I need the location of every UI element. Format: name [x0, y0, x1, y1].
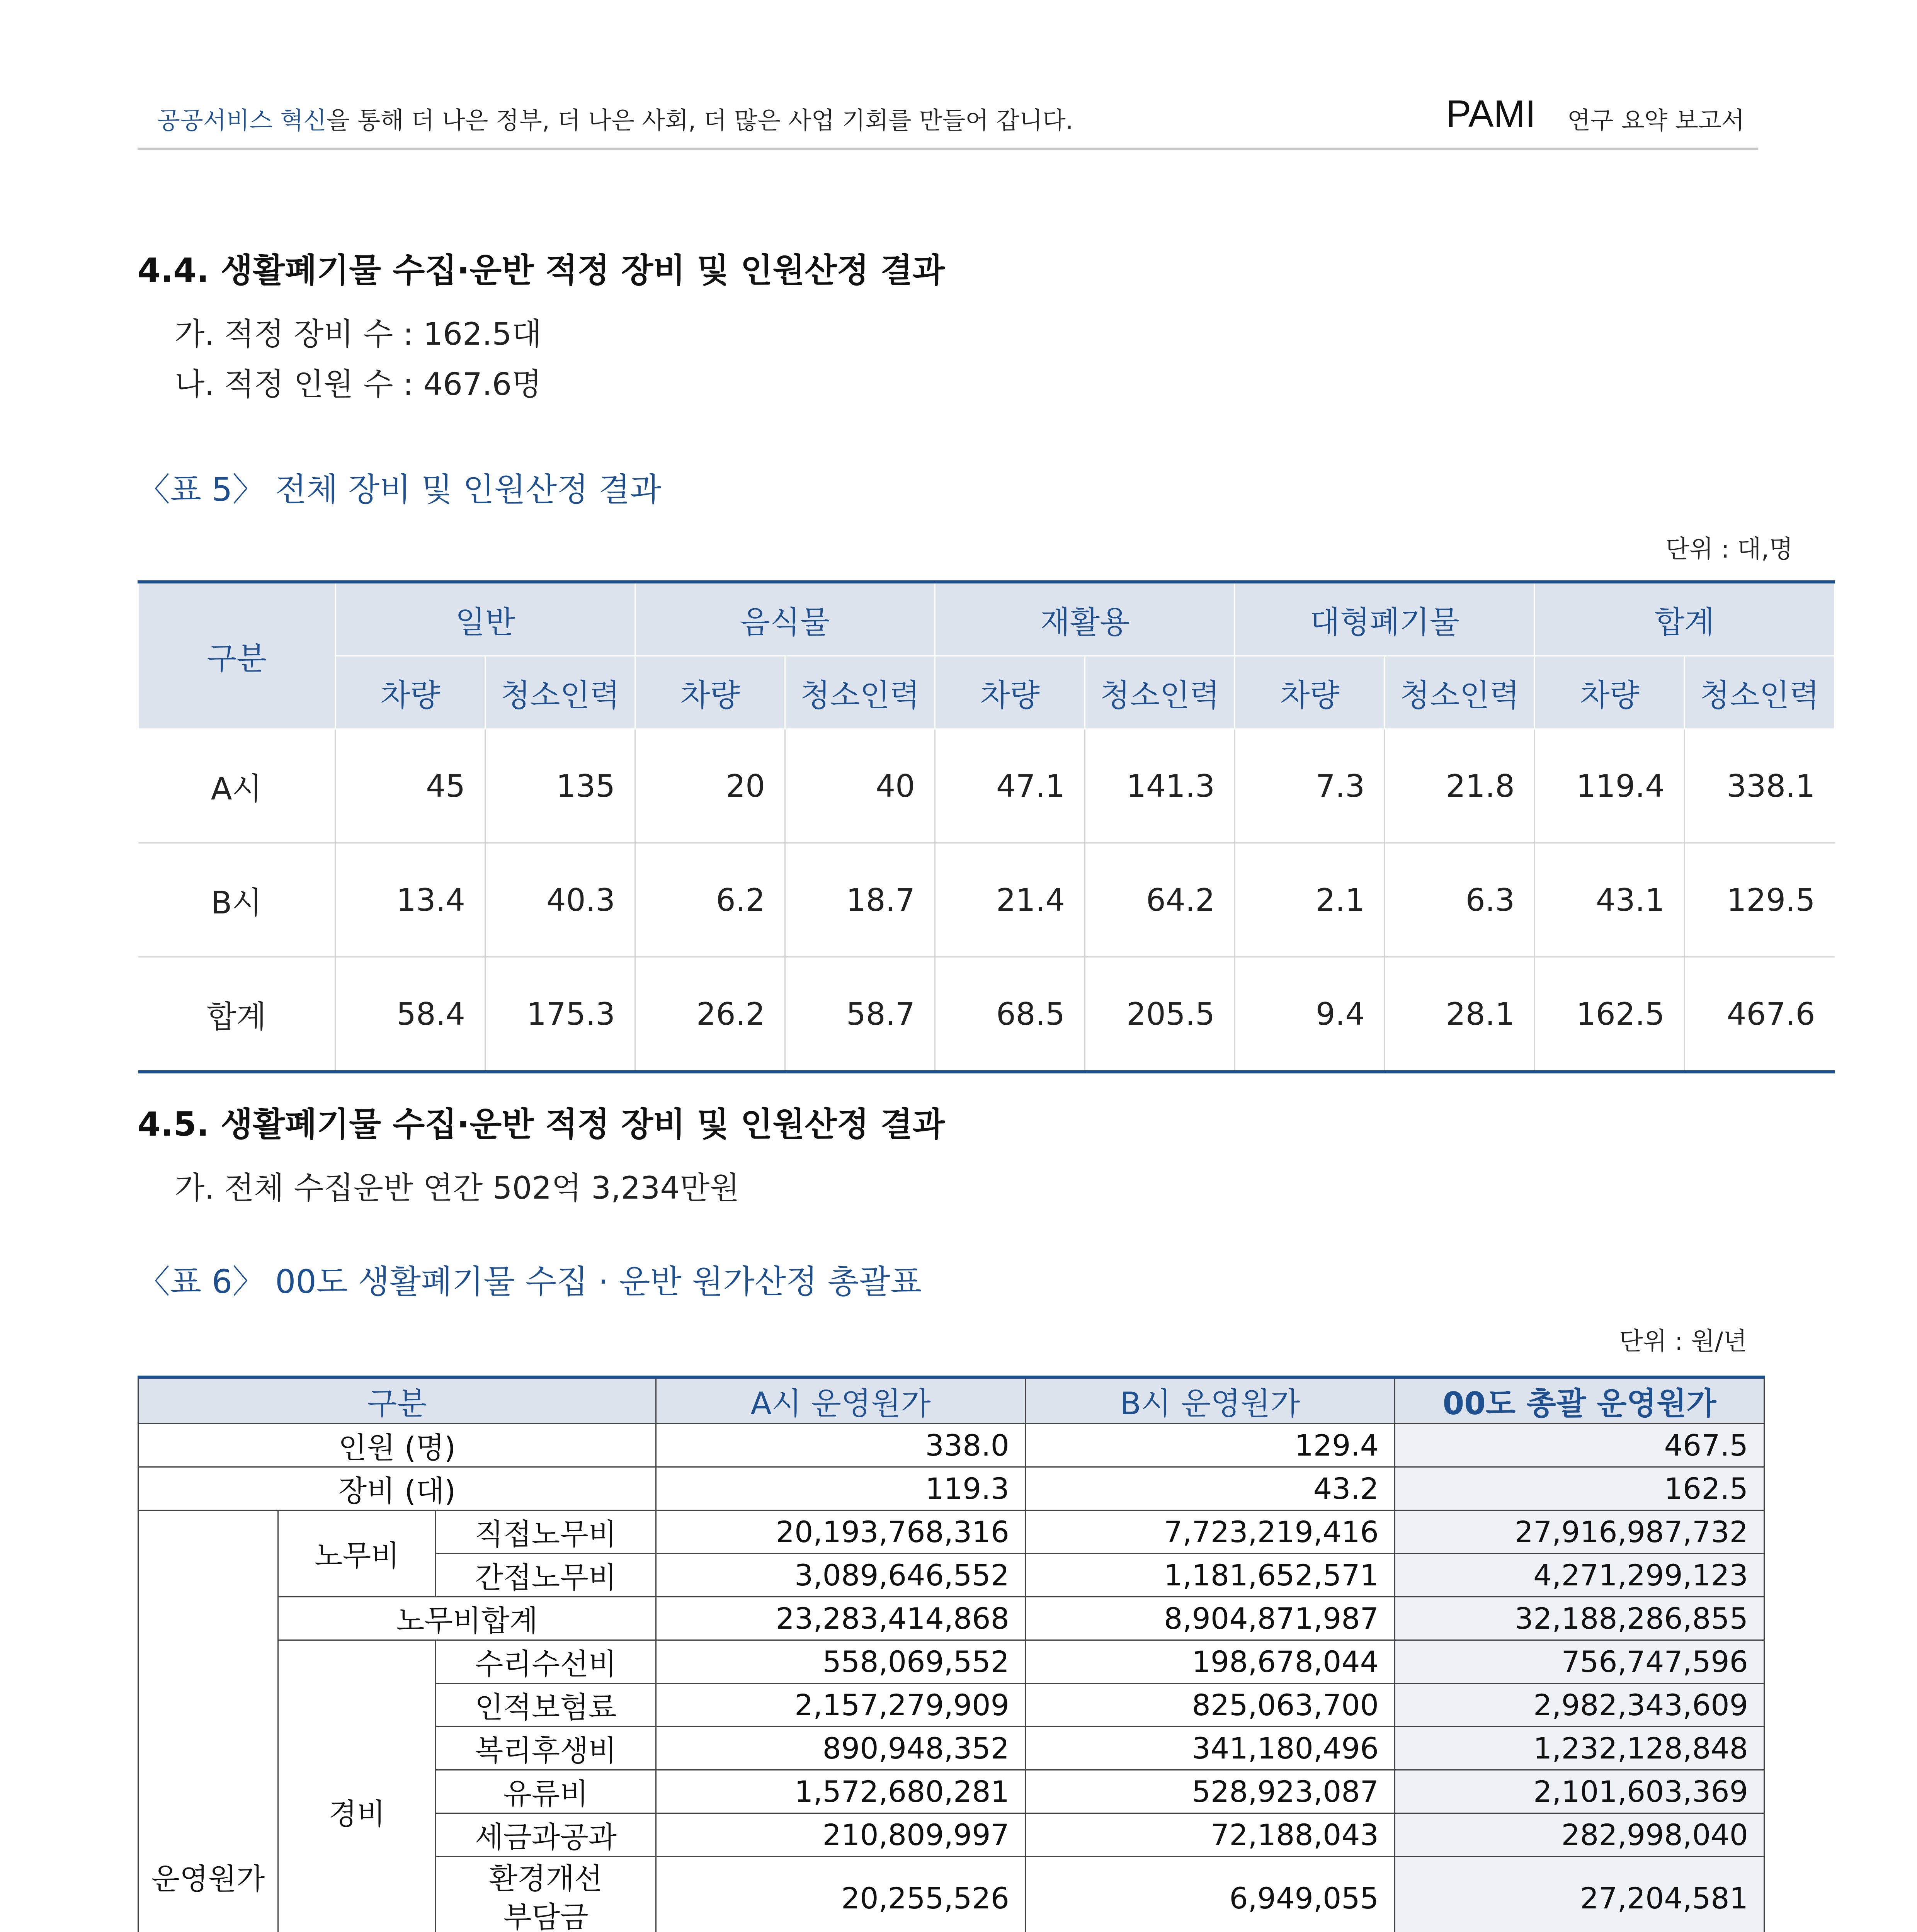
- table5-sub-vehicle: 차량: [1235, 656, 1385, 729]
- cell: 825,063,700: [1026, 1684, 1395, 1727]
- op-cost-label: 운영원가: [138, 1510, 278, 1932]
- cell: 3,089,646,552: [656, 1554, 1026, 1597]
- table-row: [138, 1424, 1764, 1467]
- table5-group-recycle: 재활용: [935, 582, 1235, 656]
- table6-header-row: [138, 1377, 1764, 1424]
- table5-sub-staff: 청소인력: [485, 656, 635, 729]
- table5-group-general: 일반: [335, 582, 635, 656]
- table6-header-a: A시 운영원가: [656, 1377, 1026, 1424]
- row-label: 인적보험료: [436, 1684, 656, 1727]
- table5-sub-vehicle: 차량: [335, 656, 485, 729]
- cell: 21.4: [935, 843, 1085, 957]
- table5-group-food: 음식물: [635, 582, 935, 656]
- table5: [138, 580, 1835, 1073]
- cell: 2,982,343,609: [1395, 1684, 1764, 1727]
- table5-sub-staff: 청소인력: [1085, 656, 1235, 729]
- cell: 13.4: [335, 843, 485, 957]
- table5-header-row: [138, 582, 1835, 656]
- table5-sub-staff: 청소인력: [1385, 656, 1535, 729]
- cell: 18.7: [785, 843, 935, 957]
- row-label: 세금과공과: [436, 1813, 656, 1857]
- cell: 7,723,219,416: [1026, 1510, 1395, 1554]
- table5-sub-vehicle: 차량: [1535, 656, 1685, 729]
- labor-label: 노무비: [278, 1510, 436, 1597]
- table-row: [138, 729, 1835, 843]
- row-label: 장비 (대): [138, 1467, 656, 1510]
- cell: 141.3: [1085, 729, 1235, 843]
- header-report-type: 연구 요약 보고서: [1567, 106, 1745, 134]
- table6-caption: 〈표 6〉 00도 생활폐기물 수집 · 운반 원가산정 총괄표: [138, 1263, 922, 1301]
- table6-unit: 단위 : 원/년: [1619, 1327, 1747, 1356]
- row-label: 직접노무비: [436, 1510, 656, 1554]
- cell: 162.5: [1395, 1467, 1764, 1510]
- cell: 27,204,581: [1395, 1857, 1764, 1932]
- cell: 47.1: [935, 729, 1085, 843]
- table6-header-category: 구분: [138, 1377, 656, 1424]
- section-4-4-line-a: 가. 적정 장비 수 : 162.5대: [175, 316, 542, 352]
- table-row: [138, 843, 1835, 957]
- cell: 198,678,044: [1026, 1640, 1395, 1684]
- env-label-line2: 부담금: [503, 1900, 589, 1932]
- cell: 119.4: [1535, 729, 1685, 843]
- cell: 890,948,352: [656, 1727, 1026, 1770]
- table6: [138, 1376, 1765, 1932]
- cell: 1,572,680,281: [656, 1770, 1026, 1813]
- cell: 40.3: [485, 843, 635, 957]
- cell: 338.1: [1685, 729, 1835, 843]
- cell: 129.5: [1685, 843, 1835, 957]
- cell: 119.3: [656, 1467, 1026, 1510]
- page-header: [138, 88, 1758, 150]
- header-brand: PAMI: [1446, 92, 1536, 135]
- table5-unit: 단위 : 대,명: [1665, 535, 1793, 564]
- table5-sub-vehicle: 차량: [935, 656, 1085, 729]
- table5-caption: 〈표 5〉 전체 장비 및 인원산정 결과: [138, 471, 662, 509]
- row-label: 간접노무비: [436, 1554, 656, 1597]
- cell: 175.3: [485, 957, 635, 1072]
- table-row: [138, 957, 1835, 1072]
- cell: 28.1: [1385, 957, 1535, 1072]
- row-label: 합계: [138, 957, 335, 1072]
- table5-group-total: 합계: [1535, 582, 1835, 656]
- table-row: [138, 1597, 1764, 1640]
- cell: 23,283,414,868: [656, 1597, 1026, 1640]
- cell: 528,923,087: [1026, 1770, 1395, 1813]
- row-label: A시: [138, 729, 335, 843]
- table-row: [138, 1467, 1764, 1510]
- cell: 338.0: [656, 1424, 1026, 1467]
- table6-header-b: B시 운영원가: [1026, 1377, 1395, 1424]
- cell: 9.4: [1235, 957, 1385, 1072]
- cell: 341,180,496: [1026, 1727, 1395, 1770]
- cell: 2.1: [1235, 843, 1385, 957]
- cell: 64.2: [1085, 843, 1235, 957]
- cell: 26.2: [635, 957, 785, 1072]
- section-4-4-title: 4.4. 생활폐기물 수집·운반 적정 장비 및 인원산정 결과: [138, 251, 945, 290]
- cell: 1,181,652,571: [1026, 1554, 1395, 1597]
- cell: 1,232,128,848: [1395, 1727, 1764, 1770]
- cell: 135: [485, 729, 635, 843]
- section-4-4-line-b: 나. 적정 인원 수 : 467.6명: [175, 366, 542, 402]
- cell: 20,255,526: [656, 1857, 1026, 1932]
- table5-sub-vehicle: 차량: [635, 656, 785, 729]
- table-row: [138, 1510, 1764, 1554]
- cell: 68.5: [935, 957, 1085, 1072]
- env-label-line1: 환경개선: [489, 1861, 603, 1896]
- cell: 558,069,552: [656, 1640, 1026, 1684]
- cell: 6.2: [635, 843, 785, 957]
- cell: 282,998,040: [1395, 1813, 1764, 1857]
- cell: 467.6: [1685, 957, 1835, 1072]
- cell: 32,188,286,855: [1395, 1597, 1764, 1640]
- cell: 205.5: [1085, 957, 1235, 1072]
- header-motto: 공공서비스 혁신을 통해 더 나은 정부, 더 나은 사회, 더 많은 사업 기회를 만들어 갑니다.: [157, 106, 1073, 134]
- row-label: [436, 1857, 656, 1932]
- row-label: 노무비합계: [278, 1597, 656, 1640]
- cell: 21.8: [1385, 729, 1535, 843]
- table5-group-bulky: 대형폐기물: [1235, 582, 1535, 656]
- cell: 40: [785, 729, 935, 843]
- cell: 6,949,055: [1026, 1857, 1395, 1932]
- cell: 129.4: [1026, 1424, 1395, 1467]
- cell: 467.5: [1395, 1424, 1764, 1467]
- cell: 27,916,987,732: [1395, 1510, 1764, 1554]
- cell: 45: [335, 729, 485, 843]
- section-4-5-title: 4.5. 생활폐기물 수집·운반 적정 장비 및 인원산정 결과: [138, 1105, 945, 1144]
- cell: 58.7: [785, 957, 935, 1072]
- section-4-5-line-a: 가. 전체 수집운반 연간 502억 3,234만원: [175, 1170, 740, 1206]
- row-label: 복리후생비: [436, 1727, 656, 1770]
- row-label: 유류비: [436, 1770, 656, 1813]
- row-label: 인원 (명): [138, 1424, 656, 1467]
- cell: 7.3: [1235, 729, 1385, 843]
- cell: 6.3: [1385, 843, 1535, 957]
- cell: 8,904,871,987: [1026, 1597, 1395, 1640]
- cell: 72,188,043: [1026, 1813, 1395, 1857]
- cell: 2,157,279,909: [656, 1684, 1026, 1727]
- cell: 2,101,603,369: [1395, 1770, 1764, 1813]
- row-label: 수리수선비: [436, 1640, 656, 1684]
- table5-row-header: 구분: [138, 582, 335, 729]
- expense-label: 경비: [278, 1640, 436, 1932]
- table5-sub-staff: 청소인력: [1685, 656, 1835, 729]
- cell: 162.5: [1535, 957, 1685, 1072]
- row-label: B시: [138, 843, 335, 957]
- cell: 756,747,596: [1395, 1640, 1764, 1684]
- cell: 43.2: [1026, 1467, 1395, 1510]
- table-row: [138, 1640, 1764, 1684]
- cell: 20,193,768,316: [656, 1510, 1026, 1554]
- cell: 210,809,997: [656, 1813, 1026, 1857]
- cell: 4,271,299,123: [1395, 1554, 1764, 1597]
- table5-sub-staff: 청소인력: [785, 656, 935, 729]
- table5-subheader-row: [138, 656, 1835, 729]
- cell: 58.4: [335, 957, 485, 1072]
- cell: 43.1: [1535, 843, 1685, 957]
- table6-header-total: 00도 총괄 운영원가: [1395, 1377, 1764, 1424]
- cell: 20: [635, 729, 785, 843]
